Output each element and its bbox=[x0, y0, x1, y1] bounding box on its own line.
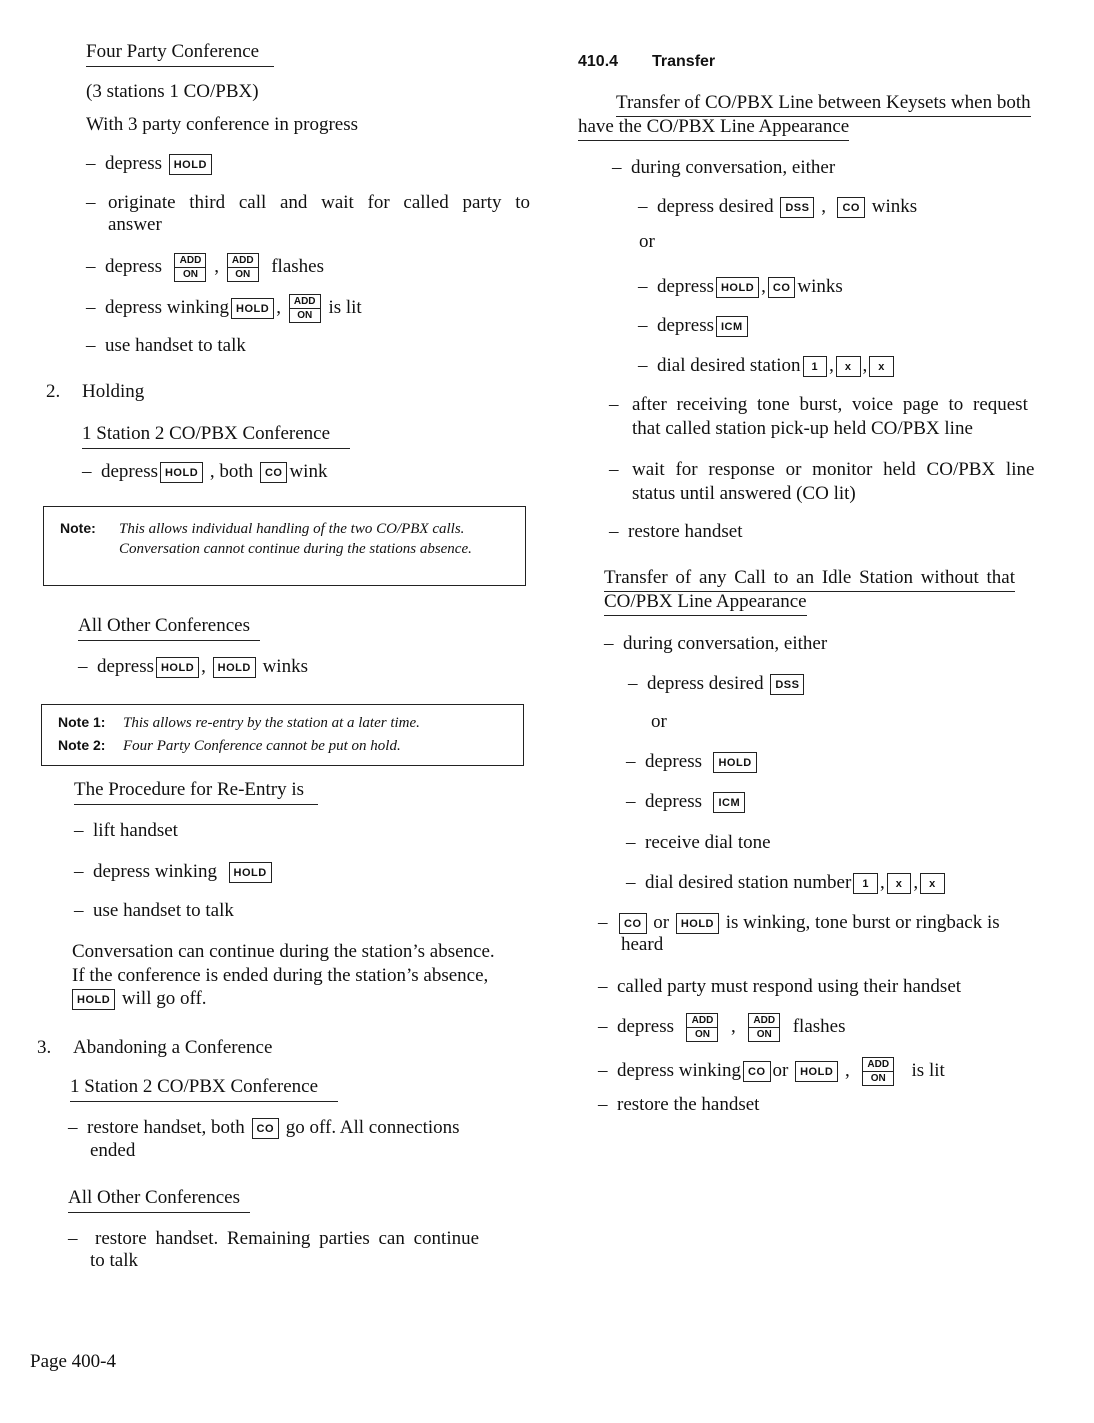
dash: – bbox=[609, 521, 619, 542]
step-text: is lit bbox=[911, 1059, 945, 1081]
step bbox=[609, 394, 619, 416]
step bbox=[598, 1094, 759, 1116]
hold-key-icon: HOLD bbox=[676, 913, 719, 934]
co-key-icon: CO bbox=[768, 277, 796, 298]
dash: – bbox=[609, 459, 619, 480]
note-text: This allows re-entry by the station at a later time. bbox=[123, 715, 420, 731]
icm-key-icon: ICM bbox=[716, 316, 748, 337]
section-number: 2. bbox=[46, 381, 61, 402]
step-text: depress desired bbox=[647, 673, 764, 694]
hold-key-icon: HOLD bbox=[160, 462, 203, 483]
section-heading: Transfer bbox=[652, 53, 716, 70]
step-text: or bbox=[772, 1059, 789, 1081]
step bbox=[82, 461, 327, 483]
add-on-key-icon: ADD ON bbox=[686, 1013, 718, 1042]
step-text: receive dial tone bbox=[645, 832, 771, 853]
step-text: flashes bbox=[271, 255, 324, 277]
dash: – bbox=[598, 1015, 608, 1037]
dash: – bbox=[598, 1059, 608, 1081]
step-text: depress bbox=[97, 656, 154, 677]
step-text: wait for response or monitor held CO/PBX line bbox=[632, 459, 1035, 480]
section-number: 3. bbox=[37, 1037, 52, 1058]
dash: – bbox=[626, 872, 636, 893]
step bbox=[626, 791, 747, 813]
step bbox=[609, 521, 742, 543]
step-text: depress desired bbox=[657, 196, 774, 217]
dss-key-icon: DSS bbox=[780, 197, 814, 218]
step-text: use handset to talk bbox=[105, 335, 246, 356]
step-text: depress bbox=[657, 276, 714, 297]
dash: – bbox=[612, 157, 622, 178]
step-text: restore the handset bbox=[617, 1094, 760, 1115]
page-number: Page 400-4 bbox=[30, 1351, 117, 1372]
transfer-title-line: Transfer of CO/PBX Line between Keysets when both bbox=[616, 92, 1031, 114]
dash: – bbox=[604, 633, 614, 654]
dash: – bbox=[638, 355, 648, 376]
step-text: restore handset, both bbox=[87, 1117, 245, 1138]
step-text: lift handset bbox=[93, 820, 178, 841]
step-text: depress winking bbox=[617, 1059, 742, 1081]
dash: – bbox=[598, 1094, 608, 1115]
hold-key-icon: HOLD bbox=[716, 277, 759, 298]
dash: – bbox=[86, 255, 96, 277]
step bbox=[638, 315, 750, 337]
dash: – bbox=[86, 335, 96, 356]
co-key-icon: CO bbox=[619, 913, 647, 934]
step-text: , both bbox=[209, 461, 254, 482]
step: – depress winking CO or HOLD , ADD ON is lit bbox=[598, 1059, 945, 1084]
dash: – bbox=[628, 673, 638, 694]
step-text: winks bbox=[871, 196, 918, 217]
step-text: depress winking bbox=[105, 296, 230, 318]
paragraph-line: Conversation can continue during the station’s absence. bbox=[72, 941, 495, 962]
step-text: heard bbox=[621, 934, 664, 955]
one-key-icon: 1 bbox=[803, 356, 828, 377]
hold-key-icon: HOLD bbox=[72, 989, 115, 1010]
step: – depress ADD ON , ADD ON flashes bbox=[598, 1015, 846, 1040]
dash: – bbox=[74, 820, 84, 841]
transfer-title-line: CO/PBX Line Appearance bbox=[604, 591, 807, 613]
step-text: during conversation, either bbox=[623, 633, 828, 654]
step bbox=[74, 900, 234, 922]
dash: – bbox=[598, 976, 608, 997]
step: – dial desired station 1 , x , x bbox=[638, 355, 896, 377]
step bbox=[68, 1117, 460, 1139]
step-text: dial desired station bbox=[657, 355, 801, 376]
step bbox=[86, 335, 246, 357]
transfer-title-line: Transfer of any Call to an Idle Station without that bbox=[604, 567, 1015, 589]
step-text: called party must respond using their handset bbox=[617, 976, 962, 997]
add-on-key-icon: ADD ON bbox=[748, 1013, 780, 1042]
transfer-title-line: have the CO/PBX Line Appearance bbox=[578, 116, 849, 138]
step bbox=[626, 832, 771, 854]
hold-key-icon: HOLD bbox=[229, 862, 272, 883]
co-key-icon: CO bbox=[252, 1118, 280, 1139]
x-key-icon: x bbox=[920, 873, 945, 894]
step-text: restore handset bbox=[628, 521, 743, 542]
dss-key-icon: DSS bbox=[770, 674, 804, 695]
dash: – bbox=[609, 394, 619, 415]
subsection-title: 1 Station 2 CO/PBX Conference bbox=[82, 423, 350, 449]
step-text: restore handset. Remaining parties can continue bbox=[95, 1228, 480, 1249]
step: – depress ADD ON , ADD ON flashes bbox=[86, 255, 324, 280]
step-text: go off. All connections bbox=[285, 1117, 460, 1138]
step-text: depress winking bbox=[93, 861, 218, 882]
add-on-key-icon: ADD ON bbox=[227, 253, 259, 282]
hold-key-icon: HOLD bbox=[169, 154, 212, 175]
dash: – bbox=[86, 192, 96, 213]
hold-key-icon: HOLD bbox=[213, 657, 256, 678]
step-text: depress bbox=[645, 791, 702, 812]
dash: – bbox=[68, 1117, 78, 1138]
step: – depress desired DSS , CO winks bbox=[638, 196, 918, 217]
step-text: to talk bbox=[90, 1250, 139, 1271]
step bbox=[74, 820, 178, 842]
step-text: flashes bbox=[792, 1015, 846, 1037]
co-key-icon: CO bbox=[743, 1061, 771, 1082]
note-label: Note 1: bbox=[58, 714, 106, 730]
note-box bbox=[43, 506, 526, 586]
step-text: during conversation, either bbox=[631, 157, 836, 178]
dash: – bbox=[626, 832, 636, 853]
subsection-title: The Procedure for Re-Entry is bbox=[74, 779, 318, 805]
dash: – bbox=[86, 153, 96, 174]
step-text: status until answered (CO lit) bbox=[632, 483, 856, 504]
note-label: Note 2: bbox=[58, 737, 106, 753]
add-on-key-icon: ADD ON bbox=[862, 1057, 894, 1086]
step-text: is lit bbox=[328, 296, 362, 318]
subsection-title: All Other Conferences bbox=[68, 1187, 250, 1213]
dash: – bbox=[638, 276, 648, 297]
hold-key-icon: HOLD bbox=[156, 657, 199, 678]
step-text: wink bbox=[289, 461, 328, 482]
icm-key-icon: ICM bbox=[713, 792, 745, 813]
subsection-title: 1 Station 2 CO/PBX Conference bbox=[70, 1076, 338, 1102]
step bbox=[598, 912, 1000, 934]
add-on-key-icon: ADD ON bbox=[174, 253, 206, 282]
add-on-key-icon: ADD ON bbox=[289, 294, 321, 323]
dash: – bbox=[74, 861, 84, 882]
x-key-icon: x bbox=[869, 356, 894, 377]
step-text: depress bbox=[657, 315, 714, 336]
paragraph-line: If the conference is ended during the station’s absence, bbox=[72, 965, 489, 986]
step bbox=[74, 861, 274, 883]
step-text: depress bbox=[101, 461, 158, 482]
step-text: depress bbox=[105, 255, 162, 277]
step bbox=[68, 1228, 479, 1250]
step-text: dial desired station number bbox=[645, 872, 852, 893]
step bbox=[604, 633, 827, 655]
step: – depress HOLD , HOLD winks bbox=[78, 656, 308, 677]
step-text: winks bbox=[797, 276, 843, 297]
step-text: depress bbox=[617, 1015, 674, 1037]
step bbox=[609, 459, 619, 481]
section-title: Abandoning a Conference bbox=[73, 1037, 273, 1058]
section-title: Holding bbox=[82, 381, 145, 402]
step: – dial desired station number 1 , x , x bbox=[626, 872, 947, 894]
note-label: Note: bbox=[60, 520, 96, 536]
step-text: originate third call and wait for called party to answer bbox=[108, 192, 530, 235]
step-text: after receiving tone burst, voice page to request bbox=[632, 394, 1028, 415]
step-text: depress bbox=[105, 153, 162, 174]
step-text: use handset to talk bbox=[93, 900, 234, 921]
dash: – bbox=[78, 656, 88, 677]
co-key-icon: CO bbox=[260, 462, 288, 483]
step-text: is winking, tone burst or ringback is bbox=[725, 912, 1000, 933]
step bbox=[598, 976, 961, 998]
dash: – bbox=[638, 315, 648, 336]
hold-key-icon: HOLD bbox=[713, 752, 756, 773]
hold-key-icon: HOLD bbox=[795, 1061, 838, 1082]
hold-key-icon: HOLD bbox=[231, 298, 274, 319]
note-text: Four Party Conference cannot be put on hold. bbox=[123, 738, 401, 754]
step-text: ended bbox=[90, 1140, 136, 1161]
x-key-icon: x bbox=[836, 356, 861, 377]
co-key-icon: CO bbox=[837, 197, 865, 218]
subsection-title: All Other Conferences bbox=[78, 615, 260, 641]
paragraph-line: HOLD will go off. bbox=[72, 988, 207, 1010]
or-text: or bbox=[651, 711, 667, 732]
dash: – bbox=[638, 196, 648, 217]
step bbox=[86, 153, 214, 175]
step bbox=[86, 192, 96, 214]
dash: – bbox=[626, 791, 636, 812]
four-party-subtitle: (3 stations 1 CO/PBX) bbox=[86, 81, 259, 102]
step: – depress HOLD , CO winks bbox=[638, 276, 843, 297]
step bbox=[626, 751, 759, 773]
dash: – bbox=[86, 296, 96, 318]
step bbox=[612, 157, 835, 179]
four-party-title: Four Party Conference bbox=[86, 41, 274, 67]
step-text: depress bbox=[645, 751, 702, 772]
note-text: This allows individual handling of the two CO/PBX calls. Conversation cannot continue during the stations absence. bbox=[119, 521, 472, 557]
dash: – bbox=[68, 1228, 78, 1249]
step-text: that called station pick-up held CO/PBX line bbox=[632, 418, 973, 439]
step-text: or bbox=[653, 912, 670, 933]
dash: – bbox=[626, 751, 636, 772]
section-number: 410.4 bbox=[578, 53, 619, 70]
note-box bbox=[41, 704, 524, 766]
dash: – bbox=[74, 900, 84, 921]
dash: – bbox=[82, 461, 92, 482]
one-key-icon: 1 bbox=[853, 873, 878, 894]
x-key-icon: x bbox=[887, 873, 912, 894]
or-text: or bbox=[639, 231, 655, 252]
four-party-intro: With 3 party conference in progress bbox=[86, 114, 358, 135]
step: – depress winking HOLD , ADD ON is lit bbox=[86, 296, 362, 321]
step bbox=[628, 673, 806, 695]
dash: – bbox=[598, 912, 608, 933]
step-text: winks bbox=[262, 656, 308, 677]
